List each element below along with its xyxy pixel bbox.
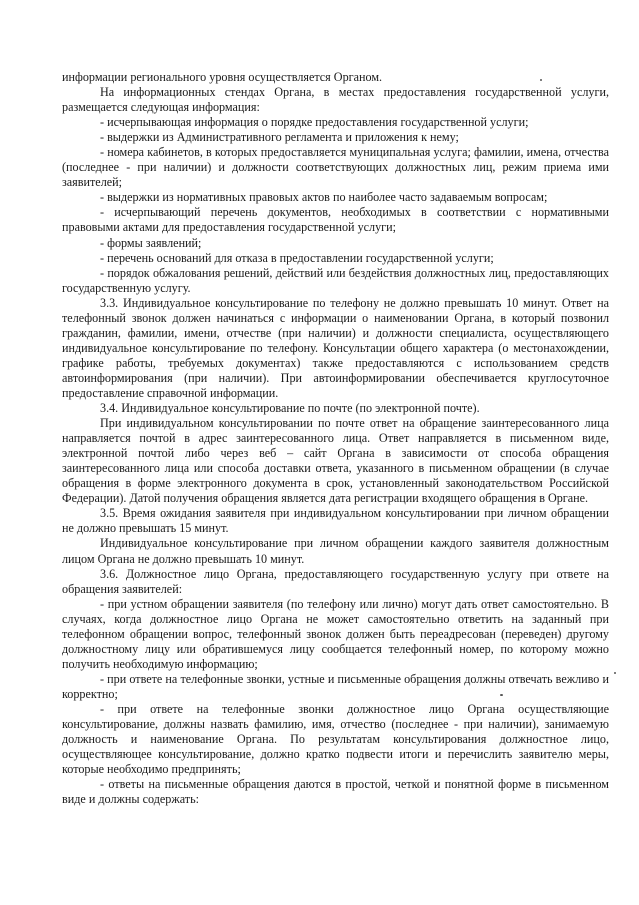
list-item-6: - исчерпывающий перечень документов, необходимых в соответствии с нормативными правовыми актами для предоставления государственной услуги; bbox=[62, 205, 609, 235]
list-item-17: - при ответе на телефонные звонки, устные и письменные обращения должны отвечать вежливо и корректно; bbox=[62, 671, 609, 701]
paragraph-13: 3.5. Время ожидания заявителя при индивидуальном консультировании при личном обращении не должно превышать 15 минут. bbox=[62, 506, 609, 536]
paragraph-10: 3.3. Индивидуальное консультирование по телефону не должно превышать 10 минут. Ответ на телефонный звонок должен начинаться с информации о наименовании Органа, в который позвонил гражданин, фамилии, имени, отчестве (при наличии) и должности специалиста, осуществляющего индивидуальное консультирование по телефону. Консультации общего характера (о местонахождении, графике работы, требуемых документах) также предоставляются с использованием средств автоинформирования (при наличии). При автоинформировании обеспечивается круглосуточное предоставление справочной информации. bbox=[62, 295, 609, 400]
paragraph-15: 3.6. Должностное лицо Органа, предоставляющего государственную услугу при ответе на обращения заявителей: bbox=[62, 566, 609, 596]
scan-speck bbox=[614, 672, 616, 674]
list-item-2: - исчерпывающая информация о порядке предоставления государственной услуги; bbox=[100, 115, 529, 130]
list-item-16: - при устном обращении заявителя (по телефону или лично) могут дать ответ самостоятельно. В случаях, когда должностное лицо Органа не может самостоятельно ответить на заданный при телефонном обращении вопрос, телефонный звонок должен быть переадресован (переведен) другому должностному лицу или обратившемуся лицу сообщается телефонный номер, по которому можно получить необходимую информацию; bbox=[62, 596, 609, 671]
paragraph-12: При индивидуальном консультировании по почте ответ на обращение заинтересованного лица направляется почтой в адрес заинтересованного лица. Ответ направляется в письменном виде, электронной почтой либо через веб – сайт Органа в зависимости от способа обращения заинтересованного лица или способа доставки ответа, указанного в письменном обращении (в случае обращения в форме электронного документа в срок, установленный законодательством Российской Федерации). Датой получения обращения является дата регистрации входящего обращения в Органе. bbox=[62, 416, 609, 506]
scan-speck bbox=[500, 694, 503, 696]
list-item-5: - выдержки из нормативных правовых актов по наиболее часто задаваемым вопросам; bbox=[100, 190, 548, 205]
list-item-9: - порядок обжалования решений, действий или бездействия должностных лиц, предоставляющих государственную услугу. bbox=[62, 265, 609, 295]
list-item-3: - выдержки из Административного регламента и приложения к нему; bbox=[100, 130, 459, 145]
list-item-8: - перечень оснований для отказа в предоставлении государственной услуги; bbox=[100, 250, 494, 265]
paragraph-14: Индивидуальное консультирование при личном обращении каждого заявителя должностным лицом Органа не должно превышать 10 минут. bbox=[62, 536, 609, 566]
list-item-19: - ответы на письменные обращения даются в простой, четкой и понятной форме в письменном виде и должны содержать: bbox=[62, 777, 609, 807]
list-item-7: - формы заявлений; bbox=[100, 235, 202, 250]
paragraph-0: информации регионального уровня осуществляется Органом. bbox=[62, 70, 383, 84]
scan-speck bbox=[540, 79, 542, 81]
paragraph-1: На информационных стендах Органа, в местах предоставления государственной услуги, размещается следующая информация: bbox=[62, 85, 609, 115]
list-item-18: - при ответе на телефонные звонки должностное лицо Органа осуществляющие консультирование, должны назвать фамилию, имя, отчество (последнее - при наличии), занимаемую должность и наименование Органа. По результатам консультирования должностное лицо, осуществляющее консультирование, должно кратко подвести итоги и перечислить заявителю меры, которые необходимо предпринять; bbox=[62, 701, 609, 777]
list-item-4: - номера кабинетов, в которых предоставляется муниципальная услуга; фамилии, имена, отчества (последнее - при наличии) и должности соответствующих должностных лиц, режим приема ими заявителей; bbox=[62, 145, 609, 190]
document-page bbox=[62, 70, 609, 807]
paragraph-11: 3.4. Индивидуальное консультирование по почте (по электронной почте). bbox=[100, 401, 480, 416]
